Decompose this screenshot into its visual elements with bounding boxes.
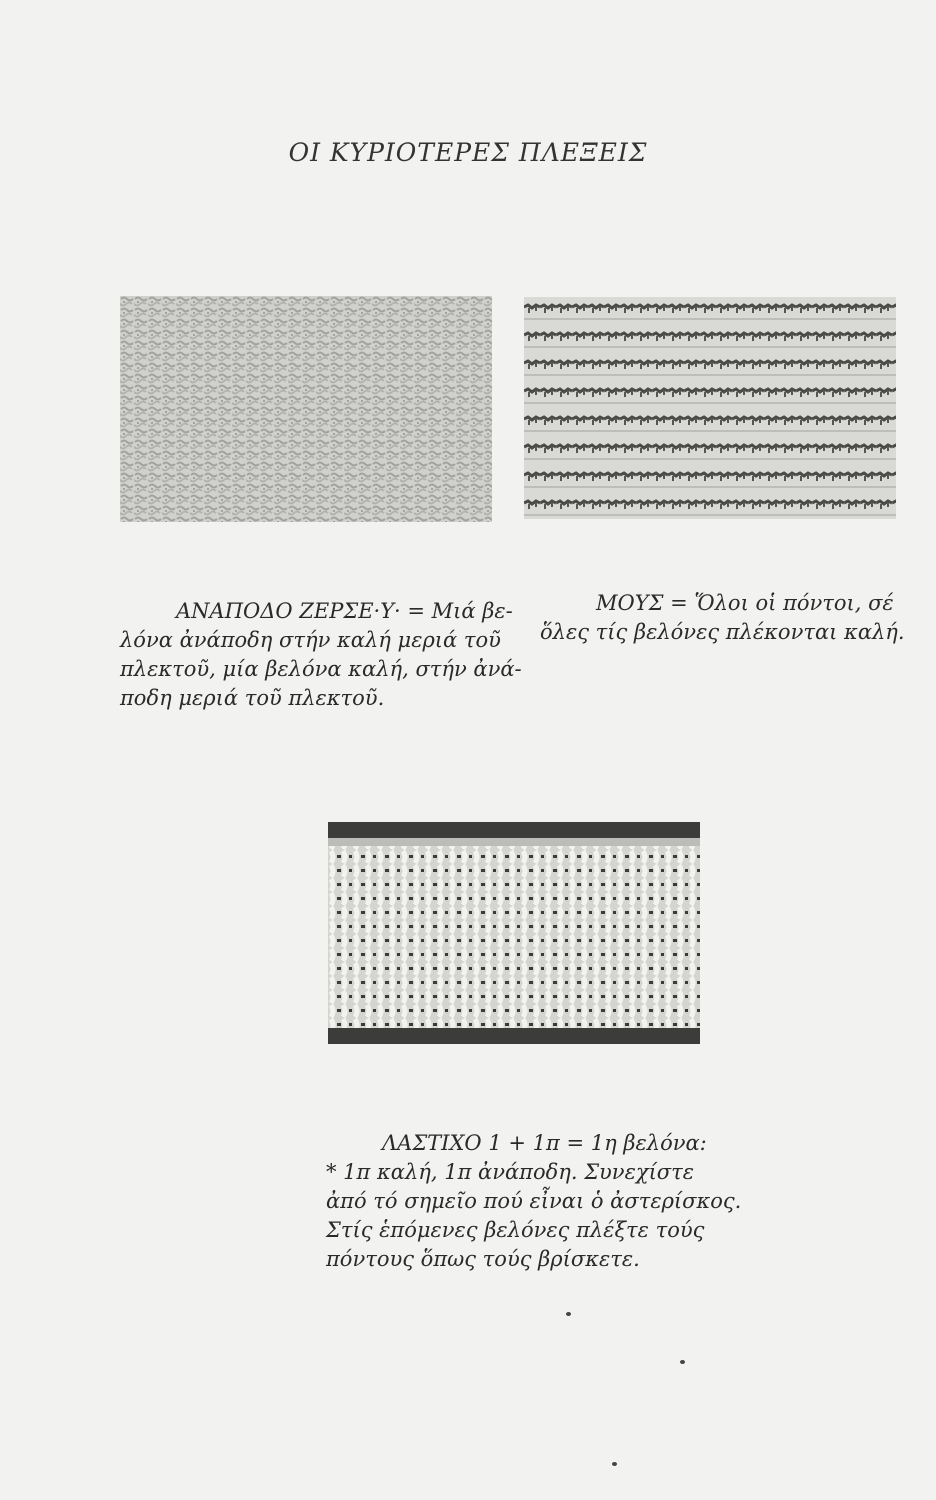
caption-line: πλεκτοῦ, μία βελόνα καλή, στήν ἀνά- xyxy=(120,657,522,681)
reverse-stockinette-caption xyxy=(120,597,522,713)
caption-line: λόνα ἀνάποδη στήν καλή μεριά τοῦ xyxy=(120,628,501,652)
reverse-stockinette-swatch-image xyxy=(120,296,492,522)
caption-line: ἀπό τό σημεῖο πού εἶναι ὁ ἀστερίσκος. xyxy=(326,1189,742,1213)
caption-line: ΜΟΥΣ = Ὅλοι οἱ πόντοι, σέ xyxy=(596,591,894,615)
caption-line: πόντους ὅπως τούς βρίσκετε. xyxy=(326,1247,640,1271)
garter-stitch-caption xyxy=(540,589,910,647)
caption-line: * 1π καλή, 1π ἀνάποδη. Συνεχίστε xyxy=(326,1160,695,1184)
caption-line: ΑΝΑΠΟΔΟ ΖΕΡΣΕ·Υ· = Μιά βε- xyxy=(176,599,513,623)
caption-line: ὅλες τίς βελόνες πλέκονται καλή. xyxy=(540,620,905,644)
rib-stitch-caption xyxy=(326,1129,742,1274)
garter-stitch-swatch-image xyxy=(524,297,896,519)
paper-speck xyxy=(612,1462,617,1466)
paper-speck xyxy=(680,1360,685,1364)
caption-line: ΛΑΣΤΙΧΟ 1 + 1π = 1η βελόνα: xyxy=(382,1131,707,1155)
rib-stitch-swatch-image xyxy=(328,822,700,1044)
page-title: ΟΙ ΚΥΡΙΟΤΕΡΕΣ ΠΛΕΞΕΙΣ xyxy=(288,138,648,167)
paper-speck xyxy=(566,1312,571,1316)
caption-line: Στίς ἑπόμενες βελόνες πλέξτε τούς xyxy=(326,1218,705,1242)
caption-line: ποδη μεριά τοῦ πλεκτοῦ. xyxy=(120,686,385,710)
